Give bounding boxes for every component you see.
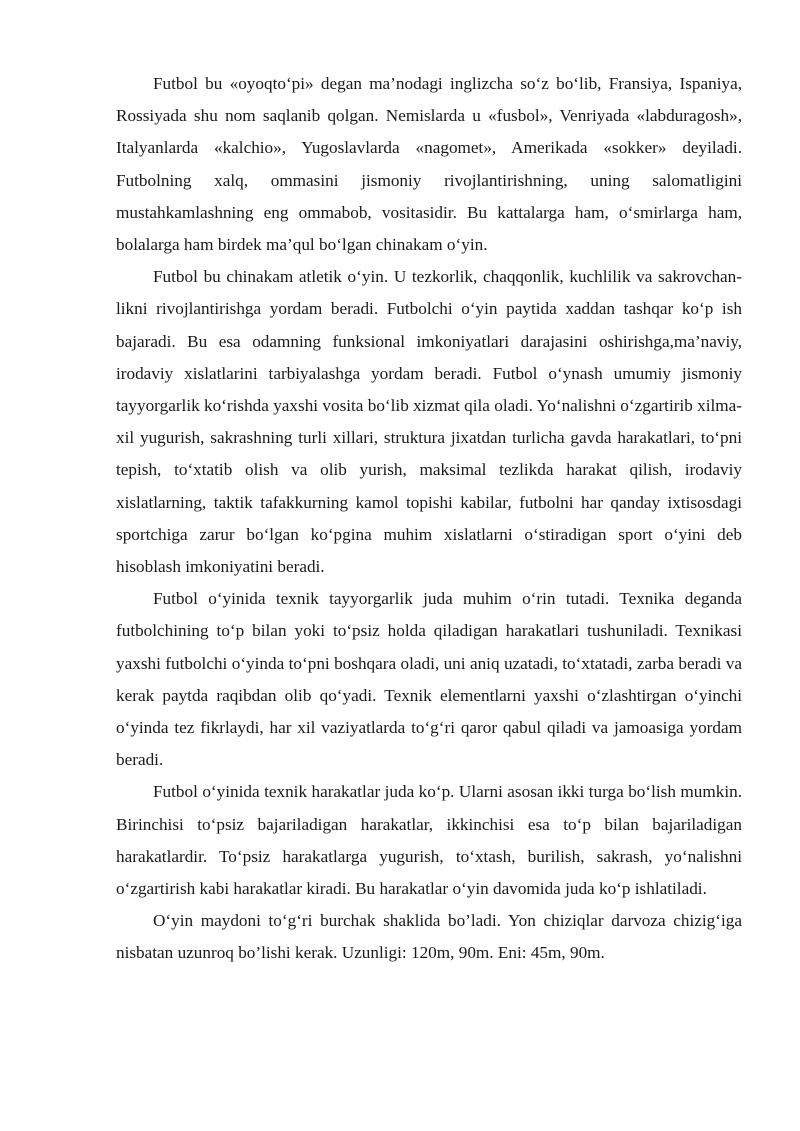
paragraph-playing-field: O‘yin maydoni to‘g‘ri burchak shaklida bo’ladi. Yon chiziqlar darvoza chizig‘iga nisbatan uzunroq bo’lishi kerak. Uzunligi: 120m, 90m. Eni: 45m, 90m. bbox=[116, 911, 742, 963]
paragraph-athletic-game: Futbol bu chinakam atletik o‘yin. U tezkorlik, chaqqonlik, kuchlilik va sakrovchan-likni rivojlantirishga yordam beradi. Futbolchi o‘yin paytida xaddan tashqar ko‘p ish bajaradi. Bu esa odamning funksional imkoniyatlari darajasini oshirishga,ma’naviy, irodaviy xislatlarini tarbiyalashga yordam beradi. Futbol o‘ynash umumiy jismoniy tayyorgarlik ko‘rishda yaxshi vosita bo‘lib xizmat qila oladi. Yo‘nalishni o‘zgartirib xilma-xil yugurish, sakrashning turli xillari, struktura jixatdan turlicha gavda harakatlari, to‘pni tepish, to‘xtatib olish va olib yurish, maksimal tezlikda harakat qilish, irodaviy xislatlarning, taktik tafakkurning kamol topishi kabilar, futbolni har qanday ixtisosdagi sportchiga zarur bo‘lgan ko‘pgina muhim xislatlarni o‘stiradigan sport o‘yini deb hisoblash imkoniyatini beradi. bbox=[116, 267, 742, 577]
document-body bbox=[116, 68, 742, 970]
paragraph-futbol-etymology: Futbol bu «oyoqto‘pi» degan ma’nodagi inglizcha so‘z bo‘lib, Fransiya, Ispaniya, Rossiyada shu nom saqlanib qolgan. Nemislarda u «fusbol», Venriyada «labduragosh», Italyanlarda «kalchio», Yugoslavlarda «nagomet», Amerikada «sokker» deyiladi. Futbolning xalq, ommasini jismoniy rivojlantirishning, uning salomatligini mustahkamlashning eng ommabob, vositasidir. Bu kattalarga ham, o‘smirlarga ham, bolalarga ham birdek ma’qul bo‘lgan chinakam o‘yin. bbox=[116, 74, 742, 255]
paragraph-technical-actions: Futbol o‘yinida texnik harakatlar juda ko‘p. Ularni asosan ikki turga bo‘lish mumkin. Birinchisi to‘psiz bajariladigan harakatlar, ikkinchisi esa to‘p bilan bajariladigan harakatlardir. To‘psiz harakatlarga yugurish, to‘xtash, burilish, sakrash, yo‘nalishni o‘zgartirish kabi harakatlar kiradi. Bu harakatlar o‘yin davomida juda ko‘p ishlatiladi. bbox=[116, 782, 742, 899]
paragraph-technical-training: Futbol o‘yinida texnik tayyorgarlik juda muhim o‘rin tutadi. Texnika deganda futbolchining to‘p bilan yoki to‘psiz holda qiladigan harakatlari tushuniladi. Texnikasi yaxshi futbolchi o‘yinda to‘pni boshqara oladi, uni aniq uzatadi, to‘xtatadi, zarba beradi va kerak paytda raqibdan olib qo‘yadi. Texnik elementlarni yaxshi o‘zlashtirgan o‘yinchi o‘yinda tez fikrlaydi, har xil vaziyatlarda to‘g‘ri qaror qabul qiladi va jamoasiga yordam beradi. bbox=[116, 589, 742, 770]
